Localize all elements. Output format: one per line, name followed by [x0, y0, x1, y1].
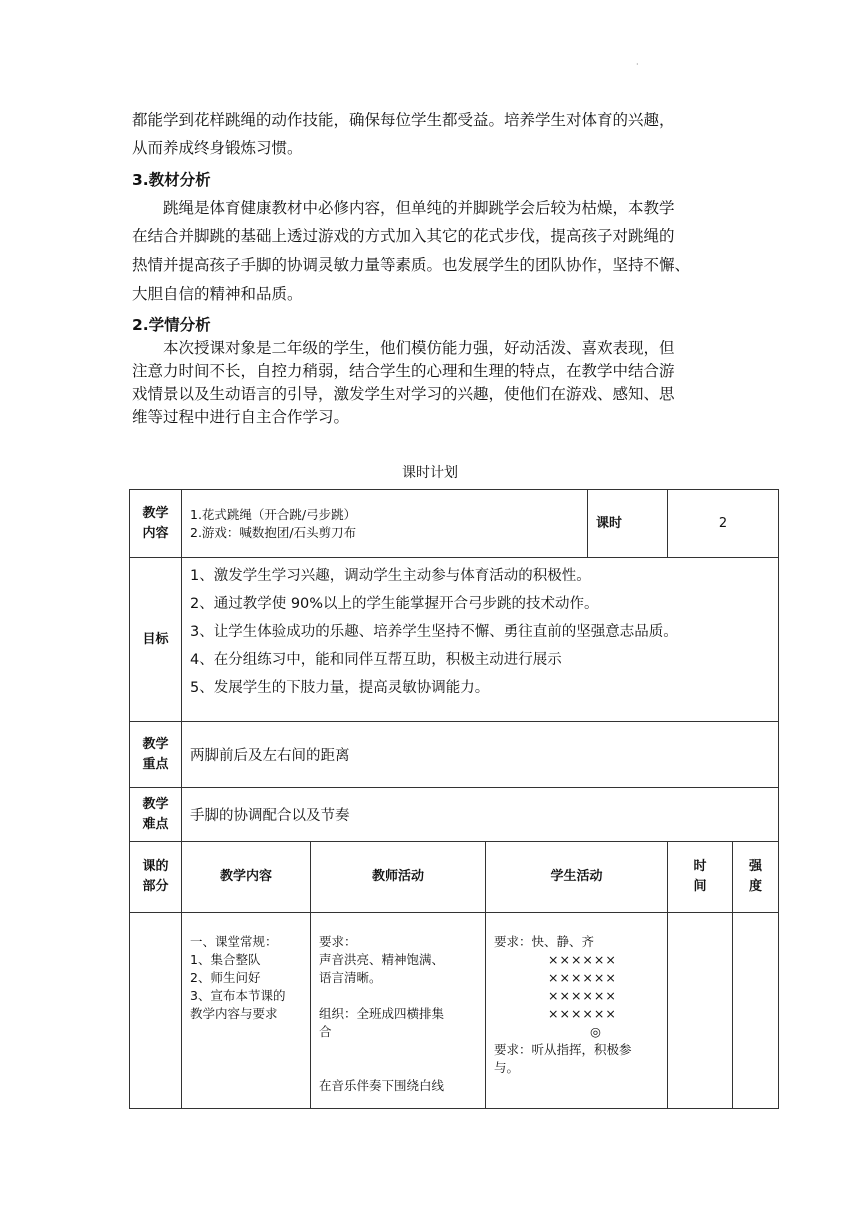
col-content-header: 教学内容	[182, 842, 311, 913]
lesson-plan-table	[129, 489, 779, 1109]
content-row	[130, 490, 779, 558]
goal-item: 4、在分组练习中，能和同伴互帮互助，积极主动进行展示	[190, 652, 562, 668]
header-mark: ·	[636, 60, 639, 69]
goals-row	[130, 558, 779, 722]
routine-content: 一、课堂常规： 1、集合整队 2、师生问好 3、宣布本节课的 教学内容与要求	[182, 913, 311, 1109]
col-part-header: 课的 部分	[130, 842, 182, 913]
column-header-row	[130, 842, 779, 913]
section-3-line-3: 热情并提高孩子手脚的协调灵敏力量等素质。也发展学生的团队协作，坚持不懈、	[132, 256, 691, 274]
col-teacher-header: 教师活动	[311, 842, 486, 913]
student-formation: ×××××× ×××××× ×××××× ×××××× ◎	[494, 951, 667, 1041]
routine-student: 要求：快、静、齐 ×××××× ×××××× ×××××× ×××××× ◎ 要求：听从指挥，积极参 与。	[486, 913, 668, 1109]
col-student-header: 学生活动	[486, 842, 668, 913]
difficulty-value: 手脚的协调配合以及节奏	[182, 788, 779, 842]
routine-row	[130, 913, 779, 1109]
goal-item: 1、激发学生学习兴趣，调动学生主动参与体育活动的积极性。	[190, 568, 591, 584]
routine-teacher: 要求： 声音洪亮、精神饱满、 语言清晰。 组织：全班成四横排集 合 在音乐伴奏下围绕白线	[311, 913, 486, 1109]
section-2-line-4: 维等过程中进行自主合作学习。	[132, 408, 350, 426]
col-intensity-header: 强 度	[733, 842, 779, 913]
teacher-position-mark: ◎	[590, 1024, 602, 1039]
section-3-line-2: 在结合并脚跳的基础上透过游戏的方式加入其它的花式步伐，提高孩子对跳绳的	[132, 227, 675, 245]
intensity-cell	[733, 913, 779, 1109]
key-point-row	[130, 722, 779, 788]
goals-label: 目标	[130, 558, 182, 722]
hours-value: 2	[668, 490, 779, 558]
section-2-line-3: 戏情景以及生动语言的引导，激发学生对学习的兴趣，使他们在游戏、感知、思	[132, 385, 675, 403]
hours-label: 课时	[588, 490, 668, 558]
part-cell	[130, 913, 182, 1109]
key-point-value: 两脚前后及左右间的距离	[182, 722, 779, 788]
intro-line-2: 从而养成终身锻炼习惯。	[132, 139, 303, 157]
col-time-header: 时 间	[668, 842, 733, 913]
table-caption: 课时计划	[402, 465, 458, 481]
section-2-line-2: 注意力时间不长，自控力稍弱，结合学生的心理和生理的特点，在教学中结合游	[132, 362, 675, 380]
section-2-line-1: 本次授课对象是二年级的学生，他们模仿能力强，好动活泼、喜欢表现，但	[163, 339, 675, 357]
content-value: 1.花式跳绳（开合跳/弓步跳） 2.游戏：喊数抱团/石头剪刀布	[182, 490, 588, 558]
difficulty-label: 教学 难点	[130, 788, 182, 842]
time-cell	[668, 913, 733, 1109]
difficulty-row	[130, 788, 779, 842]
section-2-title: 2.学情分析	[132, 316, 211, 334]
section-3-line-1: 跳绳是体育健康教材中必修内容，但单纯的并脚跳学会后较为枯燥，本教学	[163, 199, 675, 217]
section-3-line-4: 大胆自信的精神和品质。	[132, 285, 303, 303]
goal-item: 3、让学生体验成功的乐趣、培养学生坚持不懈、勇往直前的坚强意志品质。	[190, 624, 678, 640]
content-label: 教学 内容	[130, 490, 182, 558]
intro-line-1: 都能学到花样跳绳的动作技能，确保每位学生都受益。培养学生对体育的兴趣，	[132, 111, 675, 129]
goal-item: 2、通过教学使 90%以上的学生能掌握开合弓步跳的技术动作。	[190, 596, 599, 612]
key-point-label: 教学 重点	[130, 722, 182, 788]
goals-list	[182, 558, 779, 722]
section-3-title: 3.教材分析	[132, 171, 211, 189]
goal-item: 5、发展学生的下肢力量，提高灵敏协调能力。	[190, 680, 490, 696]
